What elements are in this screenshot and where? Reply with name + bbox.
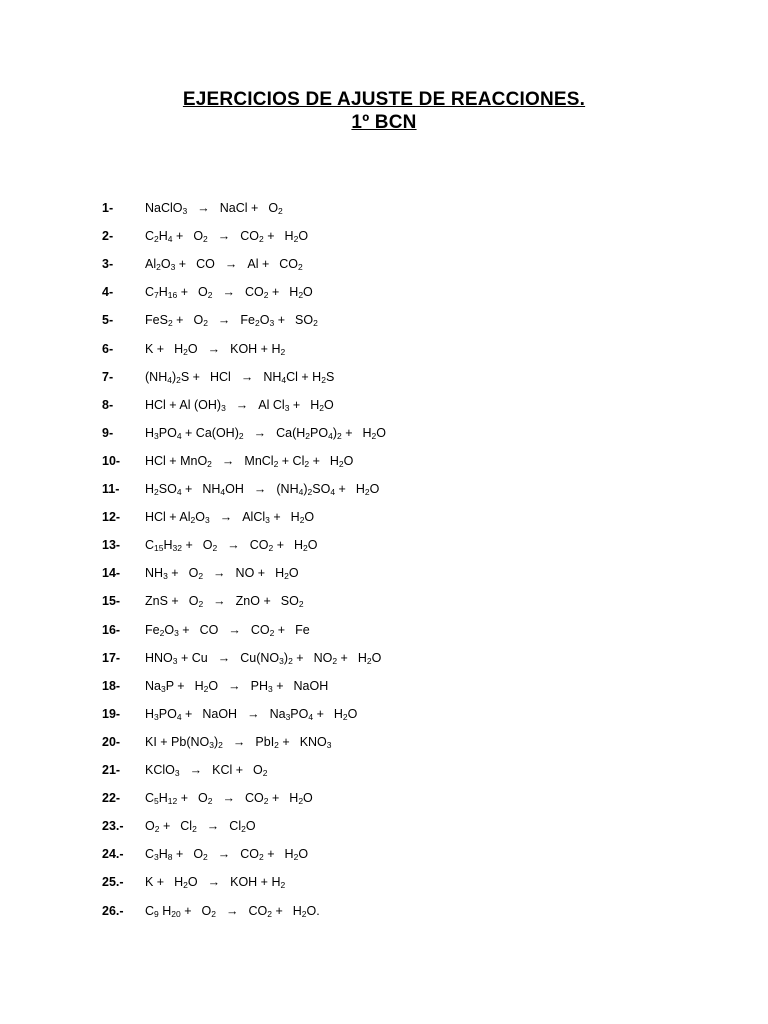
reaction-equation <box>145 763 278 777</box>
reaction-term: $O_2$ <box>202 538 218 554</box>
reaction-term: K + <box>145 341 165 356</box>
reaction-number: 11- <box>102 482 120 496</box>
reaction-term: HCl + Al $(OH)_3$ <box>145 397 226 413</box>
reaction-number: 12- <box>102 510 121 525</box>
reaction-term: $H_2O$ <box>310 397 334 413</box>
reaction-term: HCl <box>209 369 231 384</box>
reaction-term: $NH_4OH$ <box>202 482 244 497</box>
reaction-equation <box>145 566 309 580</box>
arrow-icon: → <box>232 734 246 749</box>
reaction-term: CO <box>199 622 219 637</box>
reaction-term: NaCl + <box>219 201 259 215</box>
reaction-equation <box>145 679 338 693</box>
reaction-number: 14- <box>102 566 121 581</box>
reaction-number: 21- <box>102 763 121 777</box>
reaction-term: $Fe_2O_3$ + <box>240 313 285 329</box>
reaction-equation <box>145 454 363 468</box>
reaction-term: $CO_2$ + <box>249 538 285 554</box>
reaction-number: 1- <box>102 201 114 215</box>
arrow-icon: → <box>219 510 233 525</box>
reaction-equation <box>145 257 313 271</box>
reaction-term: $C_5H_{12}$ + <box>145 791 189 807</box>
reaction-term: $CO_2$ + <box>250 622 286 638</box>
reaction-term: $O_2$ <box>253 763 268 778</box>
reaction-term: $C_9$ $H_{20}$ + <box>145 903 192 919</box>
reaction-equation <box>145 904 330 918</box>
reaction-term: Al $Cl_3$ + <box>258 397 301 413</box>
reaction-term: $Cu(NO_3)_2$ + <box>240 650 304 666</box>
reaction-equation <box>145 510 324 524</box>
reaction-term: K + <box>145 875 165 890</box>
reaction-term: $C_2H_4$ + <box>145 229 184 245</box>
arrow-icon: → <box>228 622 241 637</box>
reaction-equation <box>145 342 295 356</box>
reaction-number: 24.- <box>102 847 124 862</box>
reaction-number: 5- <box>102 313 114 328</box>
arrow-icon: → <box>225 903 239 918</box>
reaction-term: $H_2O$ <box>284 229 309 245</box>
reaction-term: $O_2$ + <box>145 819 171 835</box>
arrow-icon: → <box>207 875 221 890</box>
reaction-term: $O_2$ <box>201 903 216 919</box>
reaction-term: MnCl$_2$ + $Cl_2$ + <box>244 453 320 469</box>
arrow-icon: → <box>221 453 235 468</box>
reaction-term: KClO$_3$ <box>145 763 180 778</box>
reaction-term: NaOH <box>293 678 329 693</box>
reaction-term: $O_2$ <box>188 594 204 610</box>
reaction-term: NaClO$_3$ <box>145 201 188 216</box>
reaction-term: $Na_3PO_4$ + <box>269 706 324 722</box>
reaction-number: 19- <box>102 706 121 721</box>
arrow-icon: → <box>217 229 231 244</box>
reaction-equation <box>145 707 367 721</box>
reaction-number: 4- <box>102 285 114 300</box>
reaction-term: $CO_2$ + <box>245 285 280 301</box>
title-line-2: 1º BCN <box>351 112 417 133</box>
reaction-term: $H_3PO_4 + Ca(OH)_2$ <box>145 425 244 441</box>
reaction-term: $H_2O$ <box>294 538 318 554</box>
reaction-term: $CO_2$ <box>279 257 303 273</box>
reaction-term: $H_2O$ <box>362 425 386 441</box>
reaction-term: $O_2$ <box>268 201 283 216</box>
arrow-icon: → <box>213 594 226 609</box>
reaction-number: 22- <box>102 791 121 806</box>
reaction-term: CO <box>196 257 215 272</box>
reaction-number: 20- <box>102 734 121 749</box>
arrow-icon: → <box>189 763 203 777</box>
reaction-term: FeS$_2$ + <box>145 313 184 329</box>
reaction-term: ZnS + <box>145 594 179 609</box>
reaction-term: $HNO_3 + Cu$ <box>145 650 208 666</box>
reaction-term: $(NH_4)_2SO_4$ + <box>276 482 346 497</box>
arrow-icon: → <box>222 285 236 300</box>
reaction-equation <box>145 201 293 215</box>
reaction-term: $NO_2$ + <box>313 650 348 666</box>
reaction-term: AlCl$_3$ + <box>242 510 281 526</box>
reaction-equation <box>145 594 314 608</box>
reaction-term: $H_2O$ <box>194 678 219 694</box>
reaction-term: $H_2O$ <box>284 847 309 863</box>
reaction-term: NO + <box>235 566 266 581</box>
arrow-icon: → <box>228 678 241 693</box>
reaction-number: 17- <box>102 650 121 665</box>
reaction-term: $H_2O$ <box>329 453 354 469</box>
reaction-term: $H_2O$ <box>290 510 315 526</box>
reaction-equation <box>145 482 389 496</box>
arrow-icon: → <box>222 791 236 806</box>
reaction-number: 7- <box>102 369 114 384</box>
reaction-number: 2- <box>102 229 114 244</box>
reaction-term: $H_2O$ <box>357 650 382 666</box>
reaction-number: 6- <box>102 341 114 356</box>
arrow-icon: → <box>217 847 231 862</box>
reaction-number: 8- <box>102 397 114 412</box>
reaction-term: $CO_2$ + <box>240 847 275 863</box>
reaction-term: $SO_2$ <box>280 594 304 610</box>
reaction-equation <box>145 791 323 805</box>
arrow-icon: → <box>197 201 210 215</box>
reaction-term: $H_2O$. <box>292 903 320 919</box>
arrow-icon: → <box>217 313 231 328</box>
reaction-term: $CO_2$ + <box>240 229 275 245</box>
reaction-number: 9- <box>102 425 114 440</box>
reaction-term: $NH_4Cl + H_2S$ <box>263 369 335 385</box>
reaction-term: $C_7H_{16}$ + <box>145 285 189 301</box>
reaction-term: NaOH <box>202 706 238 721</box>
reaction-term: $O_2$ <box>193 847 208 863</box>
reaction-term: $Cl_2$ <box>180 819 197 835</box>
reaction-term: $H_2O$ <box>289 791 313 807</box>
reaction-equation <box>145 819 266 833</box>
reaction-equation <box>145 623 320 637</box>
reaction-term: $CO_2$ + <box>245 791 280 807</box>
arrow-icon: → <box>206 819 220 834</box>
arrow-icon: → <box>235 397 249 412</box>
reaction-number: 15- <box>102 594 121 609</box>
reaction-term: $H_2O$ <box>275 566 299 582</box>
arrow-icon: → <box>240 369 254 384</box>
reaction-term: KI + $Pb(NO_3)_2$ <box>145 734 223 750</box>
reaction-term: Al + <box>247 257 270 272</box>
reaction-term: $Ca(H_2PO_4)_2$ + <box>276 425 353 441</box>
reaction-term: $CO_2$ + <box>248 903 283 919</box>
reaction-number: 18- <box>102 678 121 693</box>
reaction-number: 25.- <box>102 875 124 890</box>
arrow-icon: → <box>213 566 226 581</box>
arrow-icon: → <box>227 538 240 553</box>
reaction-term: $O_2$ <box>198 791 213 807</box>
reaction-term: $C_{15}H_{32}$ + <box>145 538 193 554</box>
reaction-term: $Na_3P$ + <box>145 678 185 694</box>
reaction-number: 23.- <box>102 819 124 834</box>
reaction-equation <box>145 735 342 749</box>
reaction-term: $PH_3$ + <box>250 678 284 694</box>
reaction-number: 16- <box>102 622 121 637</box>
reaction-term: $C_3H_8$ + <box>145 847 184 863</box>
arrow-icon: → <box>247 706 260 721</box>
reaction-term: $(NH_4)_2S$ + <box>145 369 200 385</box>
reaction-term: HCl + $Al_2O_3$ <box>145 510 210 526</box>
reaction-term: $H_2O$ <box>289 285 313 301</box>
reaction-term: KOH + $H_2$ <box>230 341 286 357</box>
reaction-term: $Al_2O_3$ + <box>145 257 187 273</box>
reaction-equation <box>145 313 328 327</box>
arrow-icon: → <box>253 425 267 440</box>
reaction-term: $KNO_3$ <box>299 734 332 750</box>
reaction-term: $Cl_2O$ <box>229 819 256 835</box>
reaction-term: $O_2$ <box>198 285 213 301</box>
reaction-equation <box>145 285 323 299</box>
reaction-equation <box>145 538 328 552</box>
reaction-number: 13- <box>102 538 121 553</box>
reaction-number: 26.- <box>102 903 124 918</box>
reaction-number: 3- <box>102 257 114 272</box>
title-line-1: EJERCICIOS DE AJUSTE DE REACCIONES. <box>182 89 586 110</box>
reaction-equation <box>145 398 344 412</box>
reaction-term: $O_2$ <box>188 566 204 582</box>
reaction-term: $Fe_2O_3$ + <box>145 622 190 638</box>
reaction-number: 10- <box>102 453 121 468</box>
reaction-term: $NH_3$ + <box>145 566 179 582</box>
reaction-term: HCl + MnO$_2$ <box>145 453 212 469</box>
reaction-term: $H_2SO_4$ + <box>145 482 193 497</box>
reaction-term: $H_2O$ <box>174 875 198 891</box>
reaction-term: $O_2$ <box>193 229 208 245</box>
reaction-term: $H_2O$ <box>174 341 198 357</box>
reaction-equation <box>145 426 396 440</box>
reaction-term: $H_2O$ <box>333 706 358 722</box>
reaction-term: Fe <box>295 622 310 637</box>
reaction-equation <box>145 229 318 243</box>
reaction-equation <box>145 370 344 384</box>
arrow-icon: → <box>217 650 231 665</box>
reaction-equation <box>145 651 391 665</box>
reaction-term: $H_3PO_4$ + <box>145 706 193 722</box>
reaction-term: PbI$_2$ + <box>255 734 290 750</box>
reaction-term: KCl + <box>212 763 244 777</box>
reaction-equation <box>145 847 318 861</box>
arrow-icon: → <box>224 257 238 272</box>
reaction-term: $H_2O$ <box>355 482 380 497</box>
reaction-equation <box>145 875 295 889</box>
reaction-term: KOH + $H_2$ <box>230 875 286 891</box>
reaction-term: $SO_2$ <box>295 313 318 329</box>
reaction-term: $O_2$ <box>193 313 208 329</box>
arrow-icon: → <box>253 482 267 496</box>
arrow-icon: → <box>207 341 221 356</box>
reaction-term: ZnO + <box>235 594 271 609</box>
